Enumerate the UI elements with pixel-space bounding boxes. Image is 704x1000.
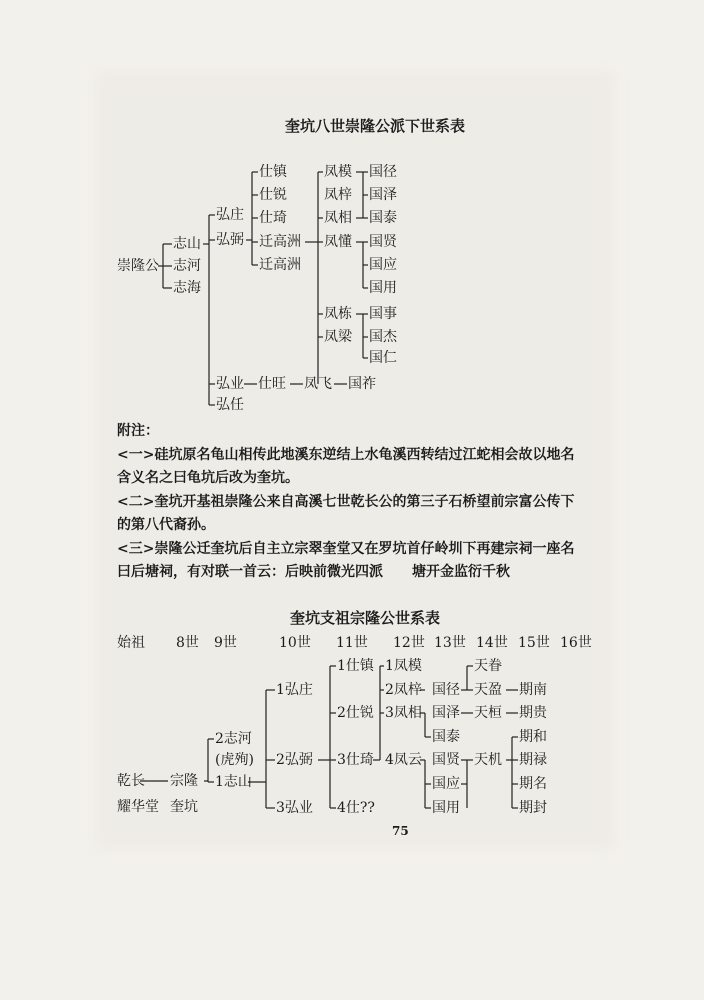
table2-header-7: 14世 (476, 635, 508, 651)
table1-gen6-0: 国径 (369, 164, 397, 180)
table2-g8-0: 宗隆 (170, 773, 198, 789)
table2-header-4: 11世 (336, 635, 368, 651)
table1-gen5-2: 凤相 (324, 210, 352, 226)
table1-gen4-2: 仕琦 (259, 210, 287, 226)
table2-header-5: 12世 (393, 635, 425, 651)
table2-header-0: 始祖 (117, 635, 145, 651)
table2-g13-4: 国应 (432, 776, 460, 792)
table1-gen6-7: 国杰 (369, 329, 397, 345)
table2-g13-0: 国径 (432, 682, 460, 698)
table2-g9-1: (虎殉) (215, 752, 254, 768)
table2-g12-3: 4凤云 (385, 752, 422, 768)
table1-line-g5: 凤飞 (304, 376, 332, 392)
table1-gen4-3: 迁高洲 (259, 234, 301, 250)
table2-g13-2: 国泰 (432, 729, 460, 745)
notes-heading: 附注： (117, 423, 159, 439)
page-number: 75 (392, 824, 409, 838)
table1-gen4-1: 仕锐 (259, 187, 287, 203)
table1-gen4-4: 迁高洲 (259, 257, 301, 273)
table1-gen5-5: 凤梁 (324, 329, 352, 345)
table1-gen5-0: 凤模 (324, 164, 352, 180)
table2-g13-1: 国泽 (432, 705, 460, 721)
note3-line1: <三>崇隆公迁奎坑后自主立宗翠奎堂又在罗坑首仔岭圳下再建宗祠一座名 (117, 541, 575, 557)
table2-g12-1: 2凤梓 (385, 682, 422, 698)
table1-gen2-2: 志海 (173, 280, 201, 296)
table2-header-2: 9世 (214, 635, 237, 651)
table2-founder-1: 耀华堂 (117, 799, 159, 815)
table1-gen3-0: 弘庄 (216, 207, 244, 223)
table2-g11-1: 2仕锐 (337, 705, 374, 721)
table2-g16-5: 期封 (519, 800, 547, 816)
table1-gen4-0: 仕镇 (259, 164, 287, 180)
table1-gen2-1: 志河 (173, 258, 201, 274)
table2-g12-0: 1凤模 (385, 658, 422, 674)
table1-title: 奎坑八世崇隆公派下世系表 (285, 117, 466, 135)
table1-gen6-8: 国仁 (369, 350, 397, 366)
table2-g10-1: 2弘弼 (276, 752, 313, 768)
note3-line2: 曰后塘祠，有对联一首云：后映前微光四派 (117, 564, 383, 580)
table1-gen6-4: 国应 (369, 257, 397, 273)
table2-header-9: 16世 (560, 635, 592, 651)
table1-gen5-1: 凤梓 (324, 187, 352, 203)
table2-g11-0: 1仕镇 (337, 658, 374, 674)
table2-g11-3: 4仕?? (337, 800, 375, 816)
table2-title: 奎坑支祖宗隆公世系表 (290, 609, 441, 627)
table2-g8-1: 奎坑 (170, 799, 198, 815)
table1-gen5-4: 凤栋 (324, 306, 352, 322)
table2-g13-3: 国贤 (432, 752, 460, 768)
table2-g10-0: 1弘庄 (276, 682, 313, 698)
table2-g13-5: 国用 (432, 800, 460, 816)
table2-g14-3: 天机 (474, 752, 502, 768)
table1-gen6-3: 国贤 (369, 234, 397, 250)
table2-header-8: 15世 (518, 635, 550, 651)
note3-line3: 塘开金监衍千秋 (412, 564, 510, 580)
table2-g9-0: 2志河 (215, 731, 252, 747)
table2-g16-2: 期和 (519, 729, 547, 745)
table2-g14-0: 天眷 (474, 658, 502, 674)
table1-gen6-2: 国泰 (369, 210, 397, 226)
table2-g12-2: 3凤相 (385, 705, 422, 721)
table2-g14-1: 天盈 (474, 682, 502, 698)
table2-g14-2: 天桓 (474, 705, 502, 721)
table2-founder-0: 乾长 (117, 773, 145, 789)
table2-header-1: 8世 (176, 635, 199, 651)
note1-line2: 含义名之曰龟坑后改为奎坑。 (117, 470, 299, 486)
table1-line-g6: 国祚 (348, 376, 376, 392)
table2-g16-0: 期南 (519, 682, 547, 698)
table2-header-6: 13世 (434, 635, 466, 651)
table1-root: 崇隆公 (117, 258, 159, 274)
note1-line1: <一>硅坑原名龟山相传此地溪东逆结上水龟溪西转结过江蛇相会故以地名 (117, 447, 575, 463)
table2-g16-1: 期贵 (519, 705, 547, 721)
table2-g16-4: 期名 (519, 776, 547, 792)
table1-gen6-5: 国用 (369, 280, 397, 296)
table1-gen6-1: 国泽 (369, 187, 397, 203)
table2-header-3: 10世 (279, 635, 311, 651)
note2-line1: <二>奎坑开基祖崇隆公来自高溪七世乾长公的第三子石桥望前宗富公传下 (117, 494, 575, 510)
table1-gen3-2: 弘业 (216, 376, 244, 392)
table1-gen3-3: 弘任 (216, 397, 244, 413)
table2-g16-3: 期禄 (519, 752, 547, 768)
table2-g11-2: 3仕琦 (337, 752, 374, 768)
table2-g10-2: 3弘业 (276, 800, 313, 816)
table1-gen5-3: 凤懂 (324, 234, 352, 250)
table1-gen2-0: 志山 (173, 236, 201, 252)
table2-g9-2: 1志山 (215, 774, 252, 790)
table1-line-g4: 仕旺 (258, 376, 286, 392)
note2-line2: 的第八代裔孙。 (117, 517, 215, 533)
table1-gen3-1: 弘弼 (216, 232, 244, 248)
table1-gen6-6: 国事 (369, 306, 397, 322)
